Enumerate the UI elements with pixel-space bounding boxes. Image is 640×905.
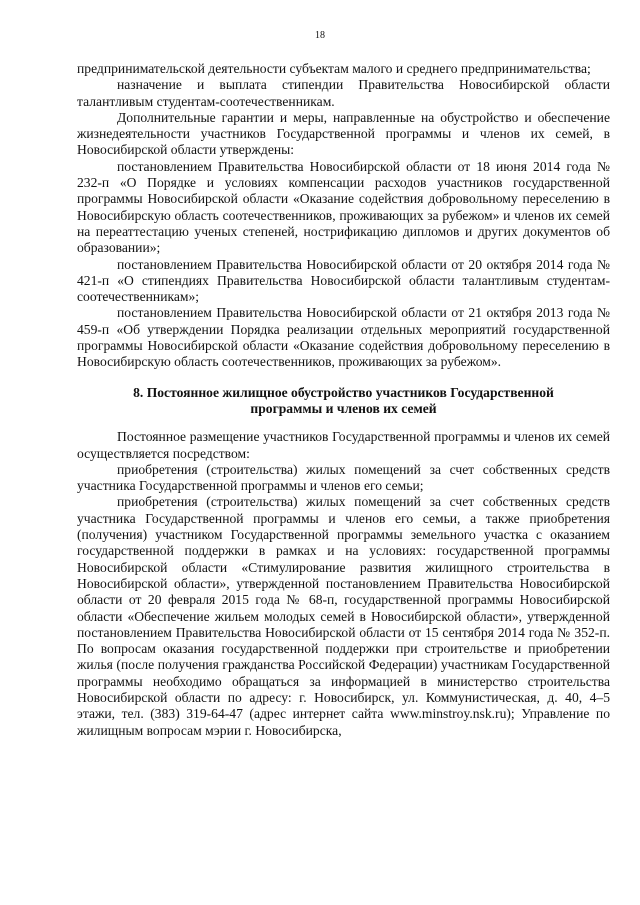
paragraph: постановлением Правительства Новосибирской области от 21 октября 2013 года № 459-п «Об утверждении Порядка реализации отдельных мероприятий государственной программы Новосибирской области «Оказание содействия добровольному переселению в Новосибирскую область соотечественников, проживающих за рубежом». [77,305,610,370]
paragraph: Дополнительные гарантии и меры, направленные на обустройство и обеспечение жизнедеятельности участников Государственной программы и членов их семей, в Новосибирской области утверждены: [77,109,610,158]
page-number: 18 [315,30,325,41]
paragraph: Постоянное размещение участников Государственной программы и членов их семей осуществляется посредством: [77,429,610,461]
paragraph: постановлением Правительства Новосибирской области от 20 октября 2014 года № 421-п «О стипендиях Правительства Новосибирской области талантливым студентам-соотечественникам»; [77,256,610,305]
paragraph: назначение и выплата стипендии Правительства Новосибирской области талантливым студентам-соотечественникам. [77,77,610,109]
paragraph: постановлением Правительства Новосибирской области от 18 июня 2014 года № 232-п «О Порядке и условиях компенсации расходов участников государственной программы Новосибирской области «Оказание содействия добровольному переселению в Новосибирскую область соотечественников, проживающих за рубежом» и членов их семей на переаттестацию ученых степеней, нострификацию дипломов и других документов об образовании»; [77,158,610,256]
section-heading: 8. Постоянное жилищное обустройство участников Государственной программы и членов их семей [133,384,554,416]
paragraph: приобретения (строительства) жилых помещений за счет собственных средств участника Государственной программы и членов его семьи; [77,461,610,494]
document-body [77,61,610,739]
paragraph: предпринимательской деятельности субъектам малого и среднего предпринимательства; [77,61,591,76]
paragraph: приобретения (строительства) жилых помещений за счет собственных средств участника Государственной программы и членов его семьи, а также приобретения (получения) участником Государственной программы земельного участка с оказанием государственной поддержки в рамках и на условиях: государственной программы Новосибирской области «Стимулирование развития жилищного строительства в Новосибирской области», утвержденной постановлением Правительства Новосибирской области от 20 февраля 2015 года № 68-п, государственной программы Новосибирской области «Обеспечение жильем молодых семей в Новосибирской области», утвержденной постановлением Правительства Новосибирской области от 15 сентября 2014 года № 352-п. По вопросам оказания государственной поддержки при строительстве и приобретении жилья (после получения гражданства Российской Федерации) участникам Государственной программы необходимо обращаться за информацией в министерство строительства Новосибирской области по адресу: г. Новосибирск, ул. Коммунистическая, д. 40, 4–5 этажи, тел. (383) 319-64-47 (адрес интернет сайта www.minstroy.nsk.ru); Управление по жилищным вопросам мэрии г. Новосибирска, [77,494,610,738]
